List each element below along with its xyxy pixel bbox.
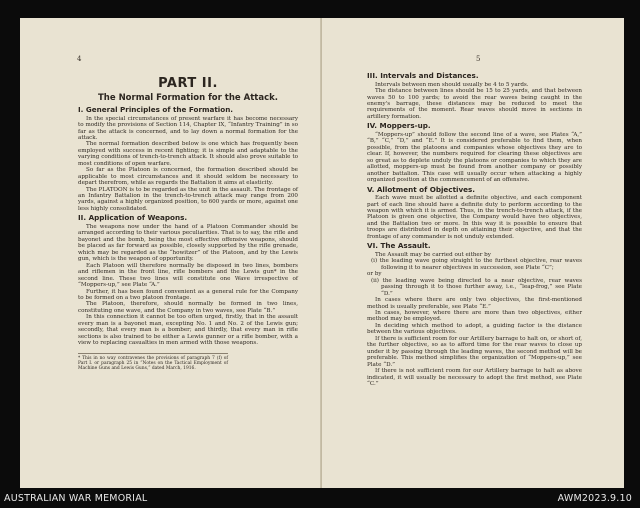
paragraph: Each wave must be allotted a definite objective, and each component part of each line should have a definite duty to perform according to the weapon with which it is armed. Thus, in the trench-to-trench attack, if the Platoon is given one objective, the Company would have two objectives, and the Battalion two or more. In this way it is possible to ensure that troops are distributed in depth on attaining their objective, and that the frontage of any commander is not unduly extended. [367,195,582,240]
paragraph: or by [367,271,382,278]
paragraph: In this connection it cannot be too often urged, firstly, that in the assault every man is a bayonet man, excepting No. 1 and No. 2 of the Lewis gun; secondly, that every man is a bomber; and thirdly, that every man in rifle sections is also trained to be either a Lewis gunner or a rifle bomber, with a view to replacing casualties in men armed with those weapons. [78,314,298,347]
part-title: PART II. [158,76,218,91]
left-page [20,18,320,488]
list-item: (i) the leading wave going straight to the furthest objective, rear waves following it to nearer objectives in succession, see Plate “C”; [371,258,582,271]
paragraph: The Assault may be carried out either by [375,251,491,258]
section-heading: III. Intervals and Distances. [367,71,479,80]
archive-caption: AUSTRALIAN WAR MEMORIAL [4,493,148,504]
section-heading: VI. The Assault. [367,241,431,251]
paragraph: In deciding which method to adopt, a guiding factor is the distance between the various objectives. [367,322,582,336]
paragraph: If there is not sufficient room for our Artillery barrage to halt as above indicated, it will usually be necessary to adopt the first method, see Plate “C.” [367,368,582,387]
paragraph: Further, it has been found convenient as a general rule for the Company to be formed on a two platoon frontage. [78,288,298,301]
section-heading: IV. Moppers-up. [367,121,431,131]
paragraph: In cases, however, where there are more than two objectives, either method may be employed. [367,309,582,323]
paragraph: The distance between lines should be 15 to 25 yards, and that between waves 50 to 100 yards; to avoid the rear waves being caught in the enemy's barrage, these distances may be reduced to meet the requirements of the moment. Rear waves should move in sections in artillery formation. [367,88,582,120]
page-number: 5 [476,55,481,63]
left-page-text [78,76,298,371]
paragraph: Intervals between men should usually be 4 to 5 yards. [375,81,529,88]
part-subtitle: The Normal Formation for the Attack. [98,93,278,103]
section-heading: V. Allotment of Objectives. [367,184,476,194]
paragraph: In the special circumstances of present warfare it has become necessary to modify the provisions of Section 114, Chapter IX, “Infantry Training” in so far as the attack is concerned, and to lay down a normal formation for the attack. [78,115,298,141]
accession-number: AWM2023.9.10 [557,493,632,504]
section-heading: II. Application of Weapons. [78,213,188,223]
paragraph: The weapons now under the hand of a Platoon Commander should be arranged according to their various peculiarities. That is to say, the rifle and bayonet and the bomb, being the most effective offensive weapons, should be placed as far forward as possible, closely supported by the rifle grenade, which may be regarded as the “howitzer” of the Platoon, and by the Lewis gun, which is the weapon of opportunity. [78,223,298,263]
footnote: * This in no way contravenes the provisions of paragraph 7 (f) of Part I. or paragraph 25 in “Notes on the Tactical Employment of Machine Guns and Lewis Guns,” dated March, 1916. [78,353,228,372]
paragraph: The PLATOON is to be regarded as the unit in the assault. The frontage of an Infantry Battalion in the trench-to-trench attack may range from 200 yards, against a highly organized position, to 600 yards or more, against one less highly consolidated. [78,186,298,212]
paragraph: “Moppers-up” should follow the second line of a wave, see Plates “A,” “B,” “C,” “D,” and “E.” It is considered preferable to find them, when possible, from the platoons and companies whose objectives they are to clear. If, however, the numbers required for clearing these objectives are so great as to deplete unduly the platoons or companies to which they are allotted, moppers-up must be found from another company or possibly another battalion. This case will usually occur when attacking a highly organized position at the commencement of an offensive. [367,131,582,184]
list-item: (ii) the leading wave being directed to a near objective, rear waves passing through it to those further away, i.e., “leap-frog,” see Plate “D.” [371,277,582,297]
paragraph: The normal formation described below is one which has frequently been employed with success in recent fighting; it is simple and adaptable to the varying conditions of trench-to-trench attack. It should also prove suitable to most conditions of open warfare. [78,141,298,167]
right-page [322,18,624,488]
section-heading: I. General Principles of the Formation. [78,105,234,114]
paragraph: Each Platoon will therefore normally be disposed in two lines, bombers and riflemen in the front line, rifle bombers and the Lewis gun* in the second line. These two lines will constitute one Wave irrespective of “Moppers-up,” see Plate “A.” [78,262,298,289]
paragraph: The Platoon, therefore, should normally be formed in two lines, constituting one wave, and the Company in two waves, see Plate “B.” [78,301,298,314]
right-page-text [367,70,582,387]
paragraph: If there is sufficient room for our Artillery barrage to halt on, or short of, the further objective, so as to afford time for the rear waves to close up under it by passing through the leading waves, the second method will be preferable. This method simplifies the organization of “Moppers-up,” see Plate “D.” [367,335,582,368]
paragraph: In cases where there are only two objectives, the first-mentioned method is usually preferable, see Plate “E.” [367,297,582,310]
page-number: 4 [77,55,82,63]
paragraph: So far as the Platoon is concerned, the formation described should be applicable to most circumstances and it should seldom be necessary to depart therefrom, while as regards the Battalion it aims at elasticity. [78,167,298,187]
